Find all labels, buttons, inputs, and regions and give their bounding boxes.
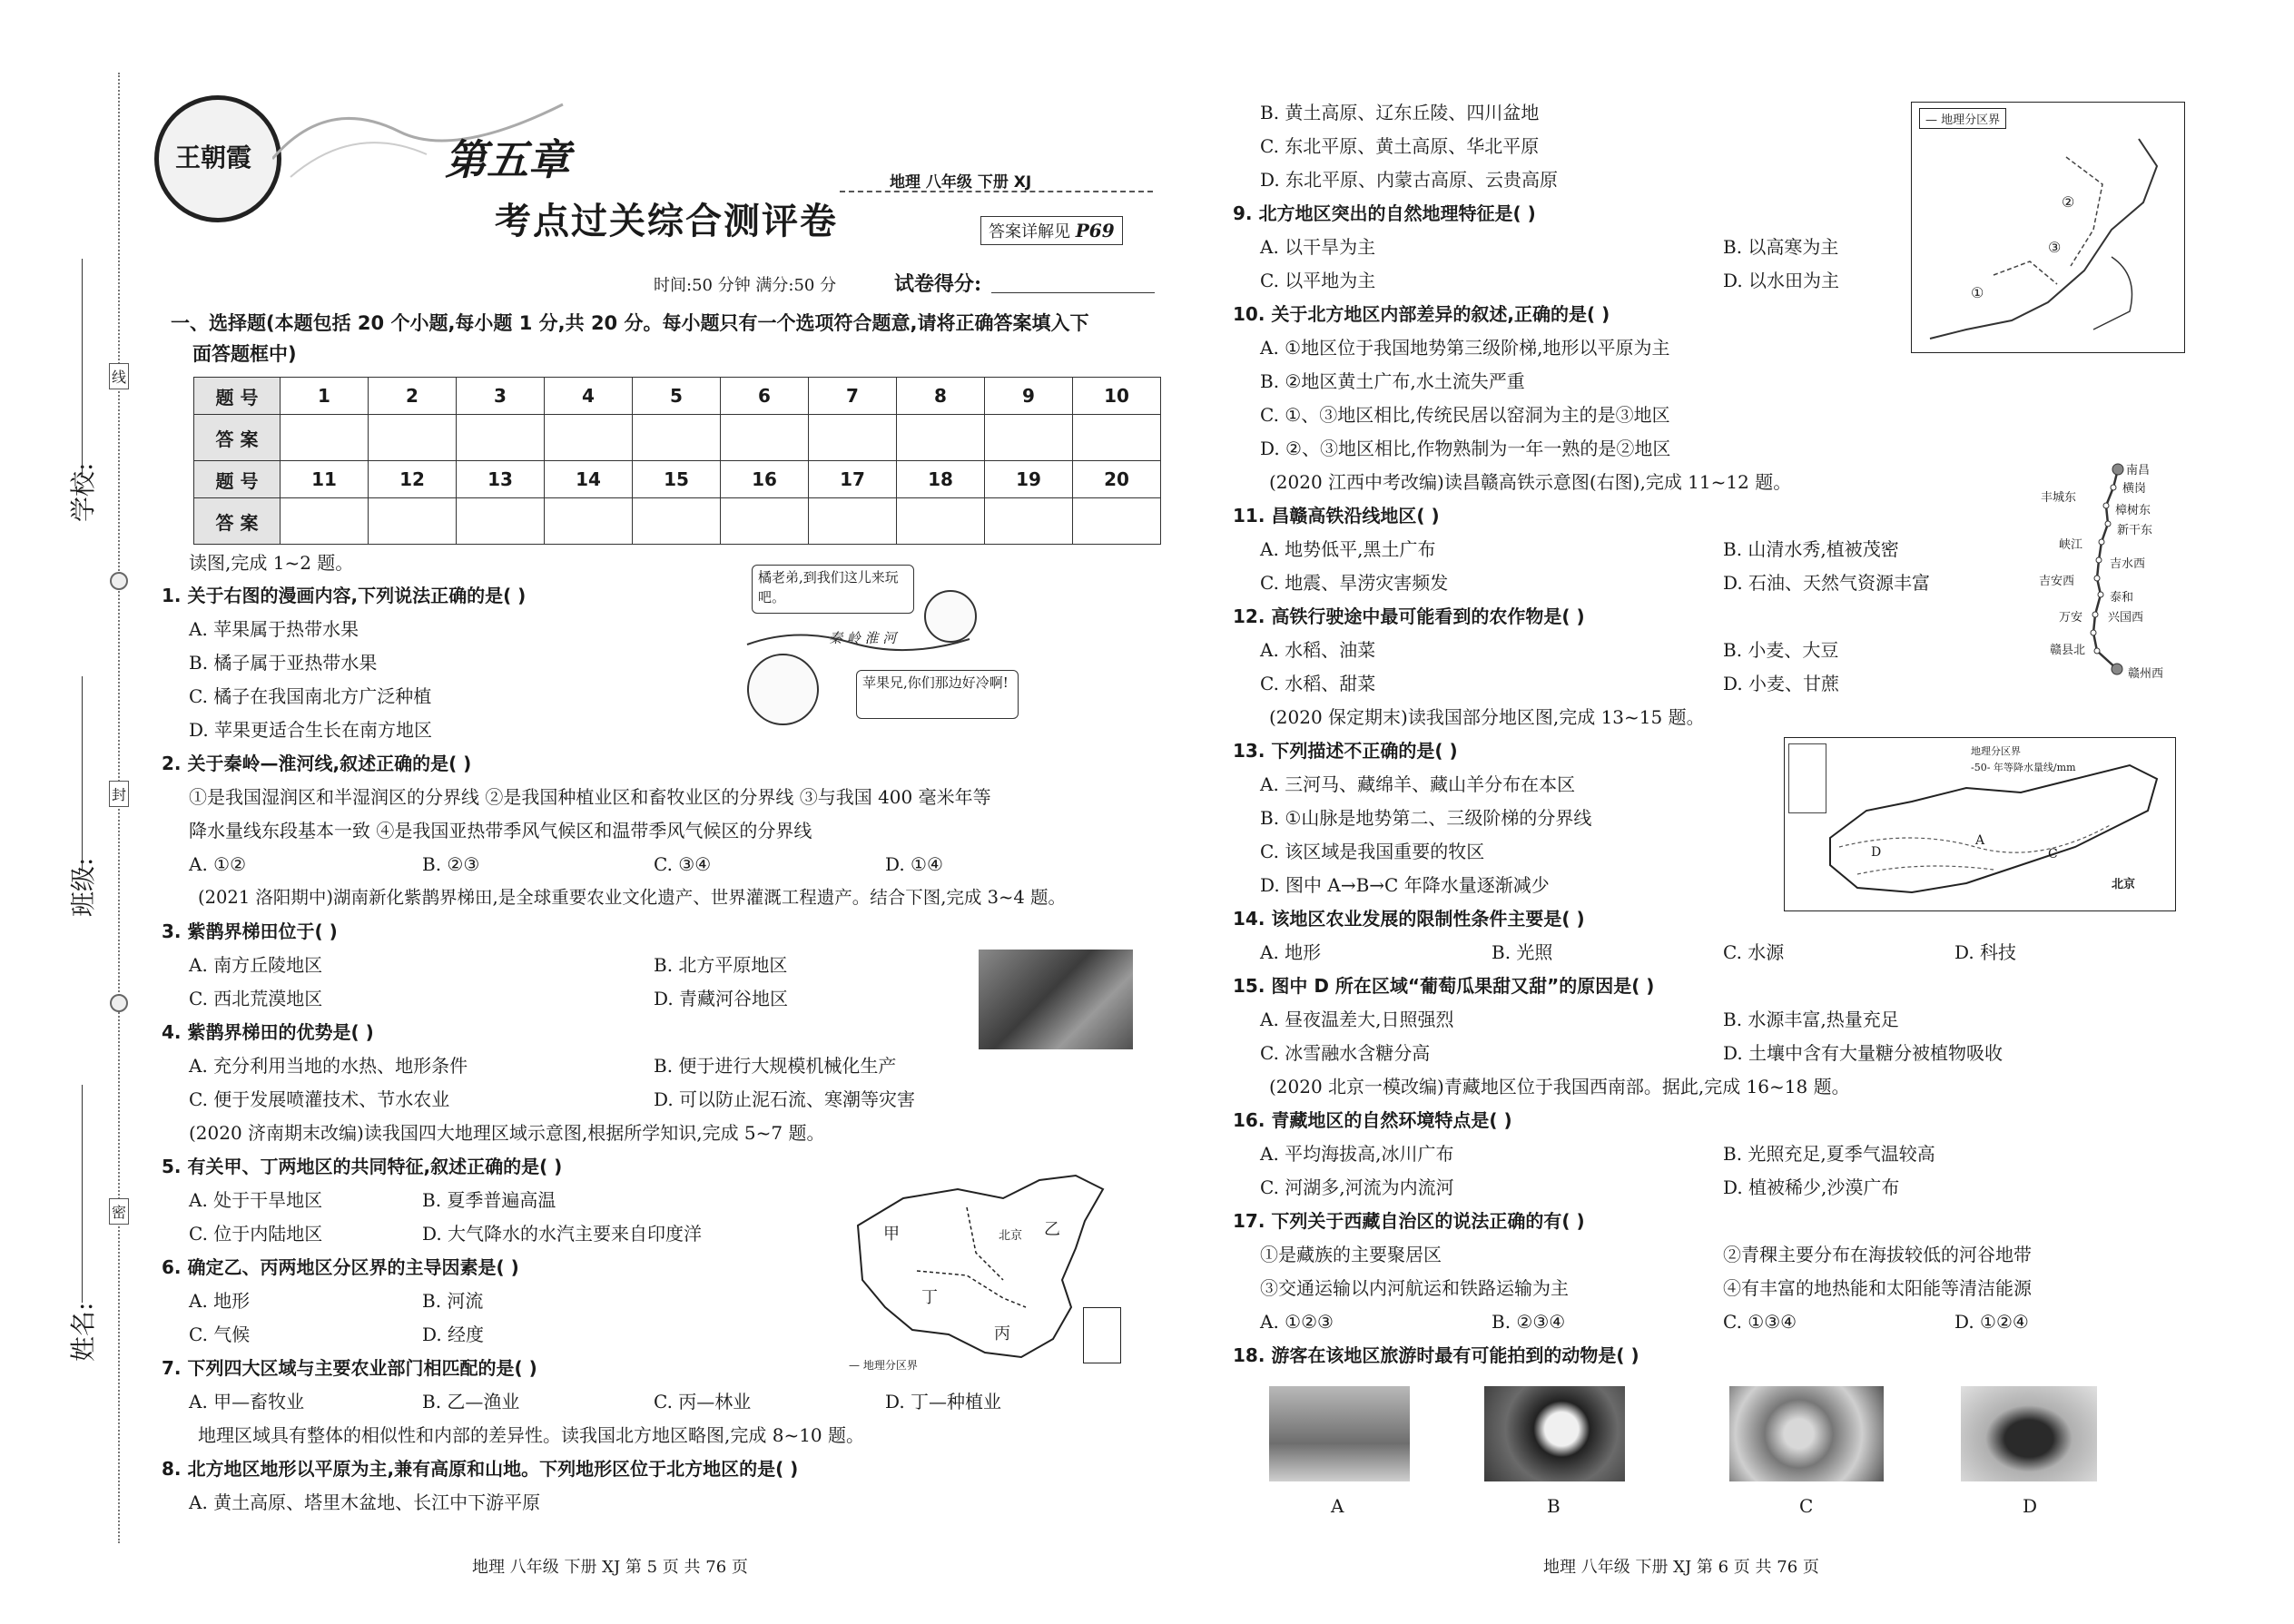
option-11a: A. 地势低平,黑土广布 <box>1260 538 1436 560</box>
question-number: 10 <box>1073 378 1161 415</box>
option-9b: B. 以高寒为主 <box>1723 236 1839 258</box>
region-bing-label: 丙 <box>994 1324 1010 1343</box>
railway-diagram <box>2033 458 2170 685</box>
question-6: 6. 确定乙、丙两地区分区界的主导因素是( ) <box>162 1256 519 1278</box>
option-16a: A. 平均海拔高,冰川广布 <box>1260 1143 1454 1165</box>
question-number: 19 <box>985 461 1073 498</box>
qinling-huaihe-label: 秦 岭 淮 河 <box>829 630 897 646</box>
row-label: 题 号 <box>194 461 281 498</box>
option-11b: B. 山清水秀,植被茂密 <box>1723 538 1899 560</box>
station-label: 泰和 <box>2110 591 2134 605</box>
option-1a: A. 苹果属于热带水果 <box>189 618 359 640</box>
beijing-label: 北京 <box>999 1229 1023 1243</box>
option-6b: B. 河流 <box>422 1290 484 1312</box>
question-number: 13 <box>457 461 545 498</box>
question-number: 2 <box>369 378 457 415</box>
option-14d: D. 科技 <box>1954 941 2017 963</box>
subject-strip: 地理 八年级 下册 XJ <box>890 173 1032 192</box>
question-number: 9 <box>985 378 1073 415</box>
answer-cell[interactable] <box>1073 415 1161 461</box>
q17-statement-4: ④有丰富的地热能和太阳能等清洁能源 <box>1723 1277 2032 1299</box>
option-10c: C. ①、③地区相比,传统民居以窑洞为主的是③地区 <box>1260 404 1670 426</box>
question-number: 1 <box>281 378 369 415</box>
area-c-label: C <box>2048 847 2058 861</box>
header-dash-line <box>840 191 1153 192</box>
option-3b: B. 北方平原地区 <box>654 954 788 976</box>
q17-statement-1: ①是藏族的主要聚居区 <box>1260 1244 1442 1265</box>
question-number: 8 <box>897 378 985 415</box>
option-12b: B. 小麦、大豆 <box>1723 639 1839 661</box>
area-2-label: ② <box>2062 193 2075 211</box>
map3-legend-2: -50- 年等降水量线/mm <box>1971 762 2076 773</box>
intro-3-4: (2021 洛阳期中)湖南新化紫鹊界梯田,是全球重要农业文化遗产、世界灌溉工程遗产。结合下图,完成 3~4 题。 <box>198 887 1066 908</box>
answer-reference-box <box>980 216 1123 245</box>
option-16b: B. 光照充足,夏季气温较高 <box>1723 1143 1935 1165</box>
terrace-photo <box>979 950 1133 1049</box>
option-17c: C. ①③④ <box>1723 1311 1797 1333</box>
question-number: 20 <box>1073 461 1161 498</box>
boundary-line-icon <box>743 626 979 654</box>
photo-label-d: D <box>2023 1495 2038 1517</box>
option-2c: C. ③④ <box>654 853 712 875</box>
question-5: 5. 有关甲、丁两地区的共同特征,叙述正确的是( ) <box>162 1156 563 1177</box>
question-15: 15. 图中 D 所在区域“葡萄瓜果甜又甜”的原因是( ) <box>1233 975 1655 997</box>
footer-left: 地理 八年级 下册 XJ 第 5 页 共 76 页 <box>472 1558 748 1577</box>
area-d-label: D <box>1871 845 1882 860</box>
chapter-title: 第五章 <box>445 135 570 184</box>
question-number: 17 <box>809 461 897 498</box>
question-number: 15 <box>633 461 721 498</box>
station-label: 丰城东 <box>2041 491 2077 505</box>
question-10: 10. 关于北方地区内部差异的叙述,正确的是( ) <box>1233 303 1610 325</box>
map2-legend-text: 地理分区界 <box>1941 113 2001 127</box>
answer-cell[interactable] <box>633 415 721 461</box>
map1-legend-text: 地理分区界 <box>862 1359 918 1372</box>
option-4a: A. 充分利用当地的水热、地形条件 <box>189 1055 468 1077</box>
option-13b: B. ①山脉是地势第二、三级阶梯的分界线 <box>1260 807 1592 829</box>
map3-legend-1: 地理分区界 <box>1971 745 2021 757</box>
option-3d: D. 青藏河谷地区 <box>654 988 789 1009</box>
option-15a: A. 昼夜温差大,日照强烈 <box>1260 1009 1454 1030</box>
option-15b: B. 水源丰富,热量充足 <box>1723 1009 1899 1030</box>
map3-beijing-label: 北京 <box>2112 878 2136 891</box>
option-1b: B. 橘子属于亚热带水果 <box>189 652 378 674</box>
question-16: 16. 青藏地区的自然环境特点是( ) <box>1233 1109 1512 1131</box>
q17-statement-2: ②青稞主要分布在海拔较低的河谷地带 <box>1723 1244 2032 1265</box>
section-title: 一、选择题(本题包括 20 个小题,每小题 1 分,共 20 分。每小题只有一个选项符合题意,请将正确答案填入下 <box>171 312 1089 334</box>
binding-hole-1 <box>110 572 128 590</box>
station-label: 赣县北 <box>2050 644 2086 657</box>
speech-bubble-bottom: 苹果兄,你们那边好冷啊! <box>856 670 1019 719</box>
option-5b: B. 夏季普遍高温 <box>422 1189 556 1211</box>
answer-cell[interactable] <box>369 415 457 461</box>
station-label: 吉安西 <box>2039 575 2075 588</box>
option-10d: D. ②、③地区相比,作物熟制为一年一熟的是②地区 <box>1260 438 1671 459</box>
option-6d: D. 经度 <box>422 1324 485 1345</box>
option-6c: C. 气候 <box>189 1324 251 1345</box>
intro-13-15: (2020 保定期末)读我国部分地区图,完成 13~15 题。 <box>1269 706 1705 728</box>
question-14: 14. 该地区农业发展的限制性条件主要是( ) <box>1233 908 1585 930</box>
orange-character <box>747 654 819 725</box>
score-underline <box>991 292 1155 293</box>
answer-table-header-row-1 <box>194 378 1161 415</box>
q17-statement-3: ③交通运输以内河航运和铁路运输为主 <box>1260 1277 1569 1299</box>
intro-5-7: (2020 济南期末改编)读我国四大地理区域示意图,根据所学知识,完成 5~7 题。 <box>189 1122 825 1144</box>
option-1d: D. 苹果更适合生长在南方地区 <box>189 719 433 741</box>
option-17b: B. ②③④ <box>1492 1311 1566 1333</box>
photo-label-b: B <box>1547 1495 1561 1517</box>
class-underline <box>82 676 84 871</box>
option-4d: D. 可以防止泥石流、寒潮等灾害 <box>654 1088 916 1110</box>
question-1: 1. 关于右图的漫画内容,下列说法正确的是( ) <box>162 585 527 606</box>
option-7a: A. 甲—畜牧业 <box>189 1391 305 1412</box>
option-16d: D. 植被稀少,沙漠广布 <box>1723 1176 1900 1198</box>
footer-right: 地理 八年级 下册 XJ 第 6 页 共 76 页 <box>1543 1558 1819 1577</box>
answer-table-answer-row-1 <box>194 415 1161 461</box>
question-number: 3 <box>457 378 545 415</box>
answer-cell[interactable] <box>897 415 985 461</box>
question-18: 18. 游客在该地区旅游时最有可能拍到的动物是( ) <box>1233 1344 1639 1366</box>
photo-cranes <box>1269 1386 1410 1481</box>
question-number: 14 <box>545 461 633 498</box>
question-number: 4 <box>545 378 633 415</box>
option-3c: C. 西北荒漠地区 <box>189 988 323 1009</box>
intro-11-12: (2020 江西中考改编)读昌赣高铁示意图(右图),完成 11~12 题。 <box>1269 471 1792 493</box>
option-11d: D. 石油、天然气资源丰富 <box>1723 572 1931 594</box>
time-info: 时间:50 分钟 满分:50 分 <box>654 276 837 295</box>
south-china-sea-inset <box>1083 1307 1121 1363</box>
option-5d: D. 大气降水的水汽主要来自印度洋 <box>422 1223 703 1245</box>
option-9a: A. 以干旱为主 <box>1260 236 1376 258</box>
option-13d: D. 图中 A→B→C 年降水量逐渐减少 <box>1260 874 1550 896</box>
question-7: 7. 下列四大区域与主要农业部门相匹配的是( ) <box>162 1357 537 1379</box>
question-11: 11. 昌赣高铁沿线地区( ) <box>1233 505 1440 527</box>
question-9: 9. 北方地区突出的自然地理特征是( ) <box>1233 202 1536 224</box>
china-regions-map <box>849 1171 1139 1375</box>
q2-statements-2: 降水量线东段基本一致 ④是我国亚热带季风气候区和温带季风气候区的分界线 <box>189 820 812 842</box>
intro-8-10: 地理区域具有整体的相似性和内部的差异性。读我国北方地区略图,完成 8~10 题。 <box>198 1424 865 1446</box>
station-label: 峡江 <box>2059 538 2083 552</box>
answer-cell[interactable] <box>985 415 1073 461</box>
cartoon-figure <box>743 563 1024 735</box>
option-17d: D. ①②④ <box>1954 1311 2029 1333</box>
question-13: 13. 下列描述不正确的是( ) <box>1233 740 1458 762</box>
q2-statements-1: ①是我国湿润区和半湿润区的分界线 ②是我国种植业区和畜牧业区的分界线 ③与我国 400 毫米年等 <box>189 786 991 808</box>
answer-cell[interactable] <box>545 415 633 461</box>
answer-cell[interactable] <box>281 415 369 461</box>
answer-ref-text: 答案详解见 <box>989 222 1070 241</box>
map2-legend: — 地理分区界 <box>1919 108 2006 129</box>
answer-cell[interactable] <box>457 498 545 545</box>
answer-cell[interactable] <box>721 498 809 545</box>
area-1-label: ① <box>1971 284 1984 301</box>
answer-cell[interactable] <box>897 498 985 545</box>
option-16c: C. 河湖多,河流为内流河 <box>1260 1176 1454 1198</box>
option-12d: D. 小麦、甘蔗 <box>1723 673 1840 694</box>
region-yi-label: 乙 <box>1044 1220 1060 1239</box>
station-label: 赣州西 <box>2128 667 2164 681</box>
answer-table-header-row-2 <box>194 461 1161 498</box>
option-3a: A. 南方丘陵地区 <box>189 954 323 976</box>
region-ding-label: 丁 <box>921 1288 938 1307</box>
option-8b: B. 黄土高原、辽东丘陵、四川盆地 <box>1260 102 1540 123</box>
option-15c: C. 冰雪融水含糖分高 <box>1260 1042 1431 1064</box>
class-label: 班级: <box>68 857 98 917</box>
section-title-cont: 面答题框中) <box>192 343 297 365</box>
answer-cell[interactable] <box>545 498 633 545</box>
option-9c: C. 以平地为主 <box>1260 270 1376 291</box>
question-12: 12. 高铁行驶途中最可能看到的农作物是( ) <box>1233 605 1585 627</box>
answer-cell[interactable] <box>1073 498 1161 545</box>
intro-1-2: 读图,完成 1~2 题。 <box>189 552 354 574</box>
option-7b: B. 乙—渔业 <box>422 1391 520 1412</box>
option-15d: D. 土壤中含有大量糖分被植物吸收 <box>1723 1042 2004 1064</box>
school-underline <box>82 259 84 477</box>
region-jia-label: 甲 <box>883 1225 900 1244</box>
northwest-region-map <box>1784 737 2176 911</box>
question-3: 3. 紫鹊界梯田位于( ) <box>162 920 338 942</box>
option-9d: D. 以水田为主 <box>1723 270 1840 291</box>
speech-bubble-top: 橘老弟,到我们这儿来玩吧。 <box>752 565 914 614</box>
option-14b: B. 光照 <box>1492 941 1553 963</box>
option-2a: A. ①② <box>189 853 247 875</box>
answer-cell[interactable] <box>369 498 457 545</box>
option-8c: C. 东北平原、黄土高原、华北平原 <box>1260 135 1540 157</box>
question-2: 2. 关于秦岭—淮河线,叙述正确的是( ) <box>162 753 472 774</box>
score-label: 试卷得分: <box>894 272 982 296</box>
option-2b: B. ②③ <box>422 853 480 875</box>
area-3-label: ③ <box>2048 239 2062 256</box>
station-label: 横岗 <box>2122 482 2147 496</box>
exam-title: 考点过关综合测评卷 <box>495 200 838 242</box>
option-7d: D. 丁—种植业 <box>885 1391 1002 1412</box>
option-10b: B. ②地区黄土广布,水土流失严重 <box>1260 370 1525 392</box>
north-region-map <box>1911 102 2185 353</box>
photo-lion <box>1729 1386 1884 1481</box>
row-label: 答 案 <box>194 498 281 545</box>
station-label: 万安 <box>2059 611 2083 625</box>
map1-legend: — 地理分区界 <box>849 1359 918 1372</box>
option-8d: D. 东北平原、内蒙古高原、云贵高原 <box>1260 169 1559 191</box>
option-14c: C. 水源 <box>1723 941 1785 963</box>
question-number: 7 <box>809 378 897 415</box>
station-label: 兴国西 <box>2108 611 2144 625</box>
brand-logo-text: 王朝霞 <box>175 143 252 172</box>
school-label: 学校: <box>68 462 98 522</box>
photo-label-c: C <box>1799 1495 1814 1517</box>
row-label: 答 案 <box>194 415 281 461</box>
answer-ref-page: P69 <box>1075 220 1115 241</box>
answer-table <box>193 377 1161 545</box>
seal-mark-1: 线 <box>109 363 129 389</box>
station-label: 吉水西 <box>2110 557 2146 571</box>
answer-cell[interactable] <box>721 415 809 461</box>
question-17: 17. 下列关于西藏自治区的说法正确的有( ) <box>1233 1210 1585 1232</box>
question-number: 18 <box>897 461 985 498</box>
answer-table-answer-row-2 <box>194 498 1161 545</box>
question-4: 4. 紫鹊界梯田的优势是( ) <box>162 1021 374 1043</box>
photo-label-a: A <box>1331 1495 1344 1517</box>
name-label: 姓名: <box>68 1302 98 1362</box>
option-5a: A. 处于干旱地区 <box>189 1189 323 1211</box>
binding-line <box>118 73 120 1543</box>
option-11c: C. 地震、旱涝灾害频发 <box>1260 572 1449 594</box>
option-8a: A. 黄土高原、塔里木盆地、长江中下游平原 <box>189 1491 541 1513</box>
option-10a: A. ①地区位于我国地势第三级阶梯,地形以平原为主 <box>1260 337 1670 359</box>
question-number: 12 <box>369 461 457 498</box>
intro-16-18: (2020 北京一模改编)青藏地区位于我国西南部。据此,完成 16~18 题。 <box>1269 1076 1850 1097</box>
seal-mark-2: 封 <box>109 781 129 807</box>
name-underline <box>82 1085 84 1303</box>
answer-cell[interactable] <box>281 498 369 545</box>
option-12c: C. 水稻、甜菜 <box>1260 673 1376 694</box>
option-2d: D. ①④ <box>885 853 943 875</box>
question-number: 16 <box>721 461 809 498</box>
binding-hole-2 <box>110 994 128 1012</box>
option-4b: B. 便于进行大规模机械化生产 <box>654 1055 897 1077</box>
area-a-label: A <box>1975 833 1985 848</box>
option-1c: C. 橘子在我国南北方广泛种植 <box>189 685 432 707</box>
answer-cell[interactable] <box>985 498 1073 545</box>
seal-mark-3: 密 <box>109 1198 129 1225</box>
option-13a: A. 三河马、藏绵羊、藏山羊分布在本区 <box>1260 773 1576 795</box>
photo-panda <box>1484 1386 1625 1481</box>
question-number: 6 <box>721 378 809 415</box>
brand-logo <box>154 95 281 222</box>
option-7c: C. 丙—林业 <box>654 1391 752 1412</box>
north-region-outline <box>1912 103 2184 352</box>
option-14a: A. 地形 <box>1260 941 1322 963</box>
row-label: 题 号 <box>194 378 281 415</box>
question-8: 8. 北方地区地形以平原为主,兼有高原和山地。下列地形区位于北方地区的是( ) <box>162 1458 799 1480</box>
answer-cell[interactable] <box>633 498 721 545</box>
answer-cell[interactable] <box>809 498 897 545</box>
photo-yak <box>1961 1386 2097 1481</box>
answer-cell[interactable] <box>457 415 545 461</box>
option-6a: A. 地形 <box>189 1290 251 1312</box>
option-13c: C. 该区域是我国重要的牧区 <box>1260 841 1485 862</box>
option-17a: A. ①②③ <box>1260 1311 1334 1333</box>
station-label: 樟树东 <box>2115 504 2151 517</box>
option-5c: C. 位于内陆地区 <box>189 1223 323 1245</box>
question-number: 5 <box>633 378 721 415</box>
station-label: 新干东 <box>2117 524 2153 537</box>
option-12a: A. 水稻、油菜 <box>1260 639 1376 661</box>
station-label: 南昌 <box>2126 464 2151 477</box>
answer-cell[interactable] <box>809 415 897 461</box>
question-number: 11 <box>281 461 369 498</box>
option-4c: C. 便于发展喷灌技术、节水农业 <box>189 1088 450 1110</box>
